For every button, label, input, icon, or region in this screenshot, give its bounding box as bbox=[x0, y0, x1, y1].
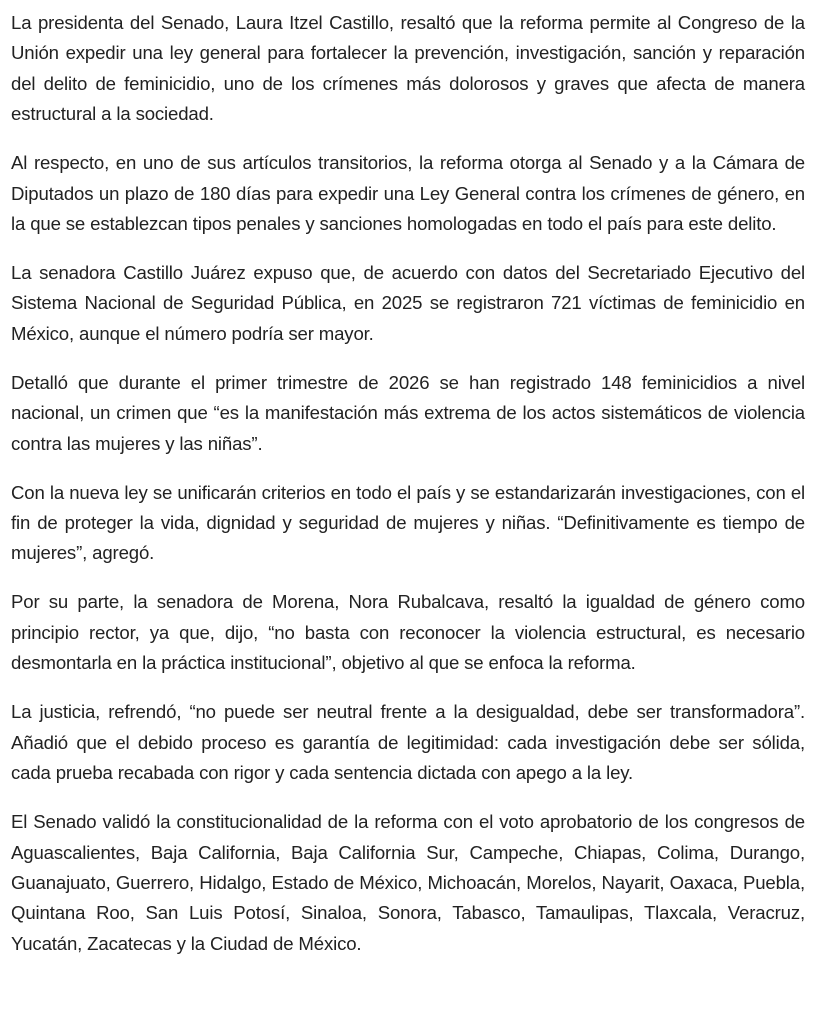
article-paragraph: La justicia, refrendó, “no puede ser neutral frente a la desigualdad, debe ser transformadora”. Añadió que el debido proceso es garantía de legitimidad: cada investigación debe ser sólida, cada prueba recabada con rigor y cada sentencia dictada con apego a la ley. bbox=[11, 701, 805, 784]
article-paragraph: Con la nueva ley se unificarán criterios en todo el país y se estandarizarán investigaciones, con el fin de proteger la vida, dignidad y seguridad de mujeres y niñas. “Definitivamente es tiempo de mujeres”, agregó. bbox=[11, 481, 805, 564]
article-paragraph: La presidenta del Senado, Laura Itzel Castillo, resaltó que la reforma permite al Congreso de la Unión expedir una ley general para fortalecer la prevención, investigación, sanción y reparación del delito de feminicidio, uno de los crímenes más dolorosos y graves que afecta de manera estructural a la sociedad. bbox=[11, 12, 805, 125]
article-paragraph: Detalló que durante el primer trimestre de 2026 se han registrado 148 feminicidios a nivel nacional, un crimen que “es la manifestación más extrema de los actos sistemáticos de violencia contra las mujeres y las niñas”. bbox=[11, 371, 805, 454]
article-paragraph: Al respecto, en uno de sus artículos transitorios, la reforma otorga al Senado y a la Cámara de Diputados un plazo de 180 días para expedir una Ley General contra los crímenes de género, en la que se establezcan tipos penales y sanciones homologadas en todo el país para este delito. bbox=[11, 152, 805, 235]
article-paragraph: El Senado validó la constitucionalidad de la reforma con el voto aprobatorio de los congresos de Aguascalientes, Baja California, Baja California Sur, Campeche, Chiapas, Colima, Durango, Guanajuato, Guerrero, Hidalgo, Estado de México, Michoacán, Morelos, Nayarit, Oaxaca, Puebla, Quintana Roo, San Luis Potosí, Sinaloa, Sonora, Tabasco, Tamaulipas, Tlaxcala, Veracruz, Yucatán, Zacatecas y la Ciudad de México. bbox=[11, 811, 805, 954]
article-paragraph: Por su parte, la senadora de Morena, Nora Rubalcava, resaltó la igualdad de género como principio rector, ya que, dijo, “no basta con reconocer la violencia estructural, es necesario desmontarla en la práctica institucional”, objetivo al que se enfoca la reforma. bbox=[11, 591, 805, 674]
article-paragraph: La senadora Castillo Juárez expuso que, de acuerdo con datos del Secretariado Ejecutivo del Sistema Nacional de Seguridad Pública, en 2025 se registraron 721 víctimas de feminicidio en México, aunque el número podría ser mayor. bbox=[11, 262, 805, 344]
